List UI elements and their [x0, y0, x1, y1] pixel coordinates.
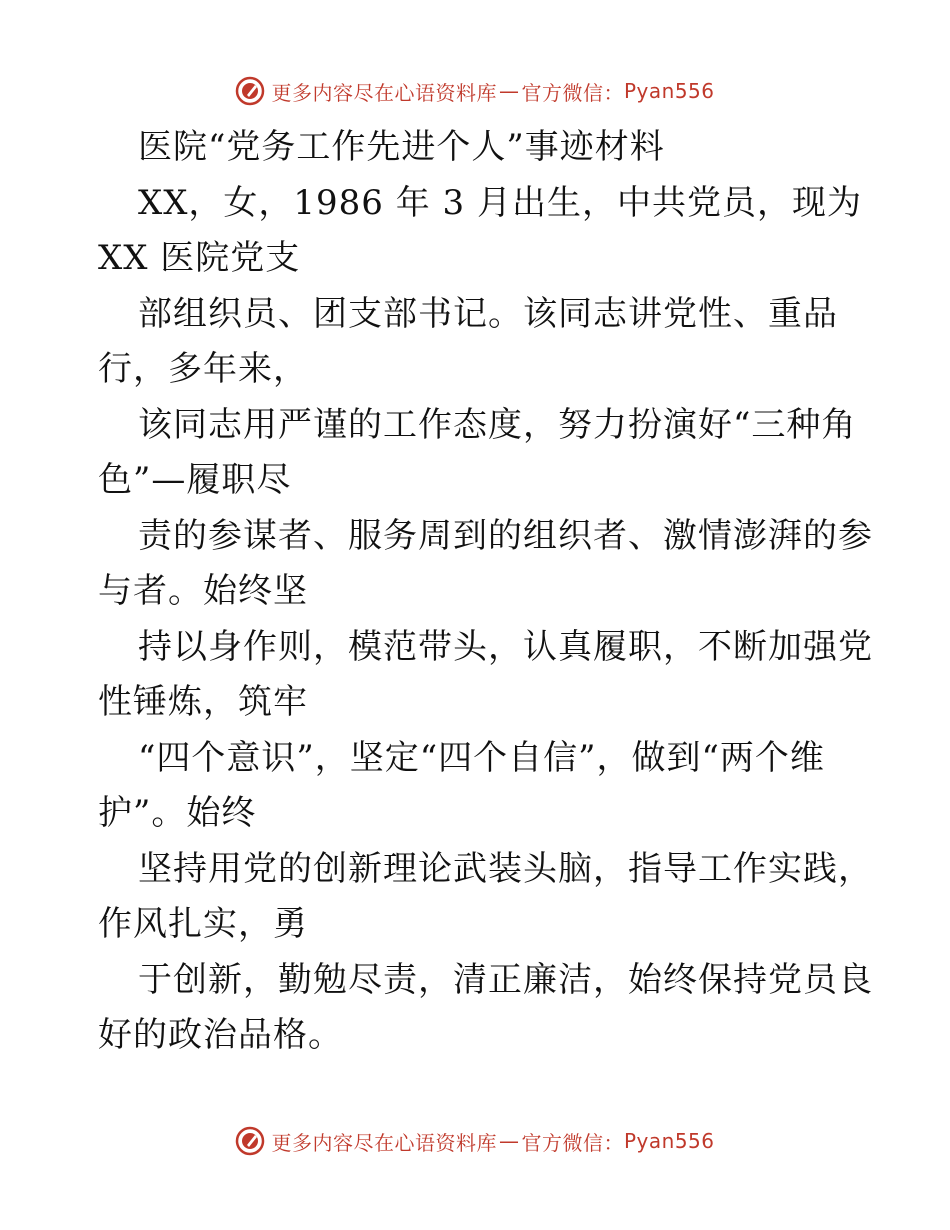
paragraph-line: 该同志用严谨的工作态度，努力扮演好“三种角 [138, 404, 857, 445]
watermark-main-text: 更多内容尽在心语资料库 [271, 1130, 497, 1155]
watermark-wechat-label: 官方微信： [521, 1130, 624, 1155]
paragraph-line: 行，多年来， [98, 349, 308, 389]
pen-badge-icon [235, 1126, 265, 1156]
watermark-wechat-id: Pyan556 [623, 1129, 715, 1153]
paragraph-line: “四个意识”，坚定“四个自信”，做到“两个维 [138, 737, 825, 778]
paragraph-line: 部组织员、团支部书记。该同志讲党性、重品 [138, 293, 838, 334]
watermark-header [0, 71, 950, 111]
paragraph-line: XX，女，1986 年 3 月出生，中共党员，现为 [138, 182, 862, 223]
paragraph-line: 护”。始终 [98, 793, 257, 833]
paragraph-line: XX 医院党支 [98, 238, 301, 278]
paragraph-line: 于创新，勤勉尽责，清正廉洁，始终保持党员良 [138, 959, 873, 1000]
paragraph-line: 责的参谋者、服务周到的组织者、激情澎湃的参 [138, 515, 873, 556]
document-title: 医院“党务工作先进个人”事迹材料 [138, 127, 665, 167]
watermark-wechat-id: Pyan556 [623, 79, 715, 103]
paragraph-line: 性锤炼，筑牢 [98, 682, 308, 722]
watermark-separator: — [498, 79, 520, 103]
pen-badge-icon [235, 76, 265, 106]
paragraph-line: 好的政治品格。 [98, 1015, 343, 1055]
paragraph-line: 持以身作则，模范带头，认真履职，不断加强党 [138, 626, 873, 667]
paragraph-line: 与者。始终坚 [98, 571, 308, 611]
watermark-wechat-label: 官方微信： [521, 80, 624, 105]
document-body [98, 120, 873, 1064]
watermark-footer [0, 1121, 950, 1161]
watermark-main-text: 更多内容尽在心语资料库 [271, 80, 497, 105]
paragraph-line: 坚持用党的创新理论武装头脑，指导工作实践， [138, 848, 873, 889]
watermark-separator: — [498, 1129, 520, 1153]
paragraph-line: 作风扎实，勇 [98, 904, 308, 944]
paragraph-line: 色”—履职尽 [98, 460, 292, 500]
